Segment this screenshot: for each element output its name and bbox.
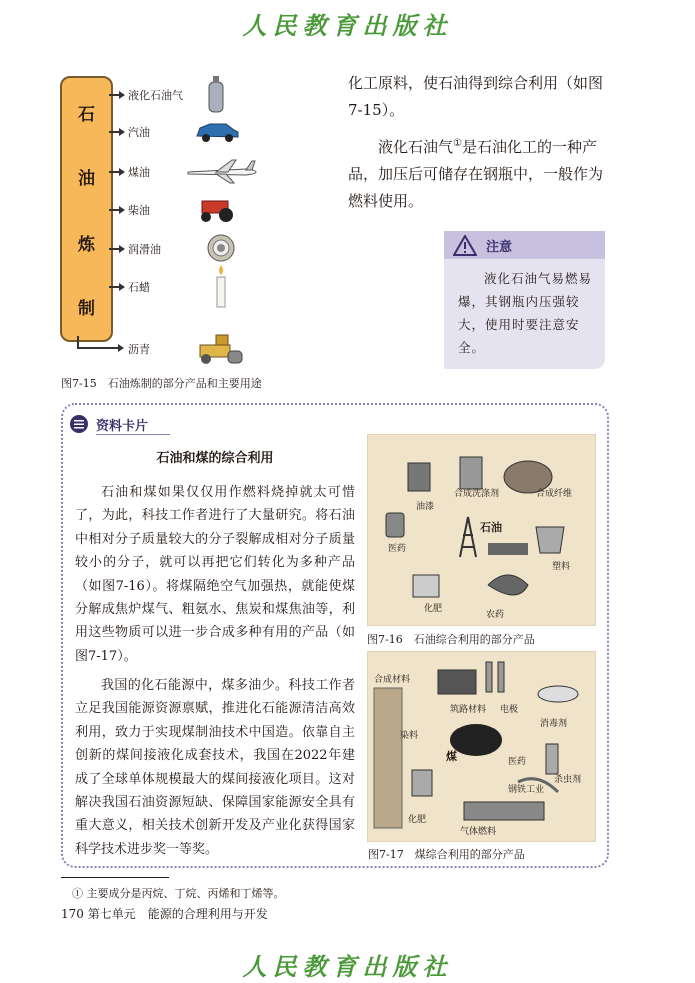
figure-7-15-caption: 图7-15 石油炼制的部分产品和主要用途 bbox=[61, 377, 262, 390]
lpg-term: 液化石油气 bbox=[378, 138, 454, 156]
product-label: 气体燃料 bbox=[460, 827, 497, 837]
product-label: 油漆 bbox=[416, 502, 435, 512]
product-label: 润滑油 bbox=[128, 243, 161, 256]
data-card-header bbox=[69, 414, 148, 434]
airplane-icon bbox=[186, 151, 258, 191]
product-label: 沥青 bbox=[128, 343, 150, 356]
header-rule bbox=[96, 434, 170, 435]
product-label: 合成纤维 bbox=[536, 489, 573, 499]
product-label: 染料 bbox=[400, 731, 419, 741]
figure-7-16-image bbox=[367, 434, 596, 626]
notice-text: 液化石油气易燃易爆，其钢瓶内压强较大，使用时要注意安全。 bbox=[458, 271, 593, 355]
branch-arrow bbox=[119, 245, 125, 253]
product-label: 合成洗涤剂 bbox=[454, 489, 500, 499]
car-icon bbox=[194, 111, 240, 151]
branch-arrow bbox=[119, 128, 125, 136]
publisher-logo: 人民教育出版社 bbox=[242, 952, 453, 981]
book-icon bbox=[69, 414, 93, 434]
product-label: 液化石油气 bbox=[128, 89, 183, 102]
refining-pillar bbox=[60, 76, 113, 342]
product-label: 汽油 bbox=[128, 126, 150, 139]
branch-line bbox=[109, 248, 119, 250]
product-label: 石油 bbox=[480, 521, 502, 534]
footnote: ① 主要成分是丙烷、丁烷、丙烯和丁烯等。 bbox=[72, 887, 285, 900]
product-label: 医药 bbox=[508, 757, 527, 767]
product-label: 化肥 bbox=[408, 815, 427, 825]
footnote-rule bbox=[61, 877, 169, 878]
product-label: 塑料 bbox=[552, 562, 571, 572]
figure-7-17-caption: 图7-17 煤综合利用的部分产品 bbox=[368, 848, 525, 861]
pillar-char: 制 bbox=[78, 299, 95, 319]
data-card-label: 资料卡片 bbox=[96, 418, 149, 434]
road-roller-icon bbox=[196, 328, 244, 368]
data-card-para-1: 石油和煤如果仅仅用作燃料烧掉就太可惜了，为此，科技工作者进行了大量研究。将石油中相对分子质量较大的分子裂解成相对分子质量较小的分子，就可以再把它们转化为多种产品（如图7-16）。将煤隔绝空气加强热，就能使煤分解成焦炉煤气、粗氨水、焦炭和煤焦油等，利用这些物质可以进一步合成多种有用的产品（如图7-17）。 bbox=[75, 485, 355, 664]
product-label: 消毒剂 bbox=[540, 719, 568, 729]
product-label: 电极 bbox=[500, 705, 519, 715]
product-label: 农药 bbox=[486, 610, 505, 620]
warning-icon bbox=[453, 235, 477, 256]
pillar-char: 石 bbox=[78, 105, 95, 125]
product-label: 合成材料 bbox=[374, 675, 411, 685]
product-label: 煤 bbox=[446, 750, 457, 763]
branch-line bbox=[109, 171, 119, 173]
product-label: 化肥 bbox=[424, 604, 443, 614]
pillar-char: 炼 bbox=[78, 235, 95, 255]
right-column-text bbox=[348, 70, 606, 215]
figure-7-16-caption: 图7-16 石油综合利用的部分产品 bbox=[367, 633, 535, 646]
product-label: 石蜡 bbox=[128, 281, 150, 294]
branch-arrow bbox=[119, 206, 125, 214]
product-label: 医药 bbox=[388, 544, 407, 554]
candle-icon bbox=[213, 266, 229, 306]
tractor-icon bbox=[196, 189, 240, 229]
product-label: 钢铁工业 bbox=[508, 785, 545, 795]
footnote-mark: ① bbox=[453, 138, 462, 149]
branch-line bbox=[109, 286, 119, 288]
paragraph: 化工原料，使石油得到综合利用（如图7-15）。 bbox=[348, 74, 604, 119]
branch-line bbox=[109, 131, 119, 133]
branch-arrow bbox=[119, 283, 125, 291]
publisher-logo: 人民教育出版社 bbox=[242, 11, 453, 40]
branch-line bbox=[109, 209, 119, 211]
notice-title: 注意 bbox=[486, 240, 513, 255]
figure-7-17-image bbox=[367, 651, 596, 842]
bearing-icon bbox=[206, 228, 236, 268]
data-card-title: 石油和煤的综合利用 bbox=[156, 451, 274, 466]
product-label: 煤油 bbox=[128, 166, 150, 179]
lpg-rest: 是石油化工的一种产品，加压后可储存在钢瓶中，一般作为燃料使用。 bbox=[348, 138, 604, 210]
product-label: 杀虫剂 bbox=[554, 775, 582, 785]
notice-box bbox=[444, 231, 605, 369]
branch-arrow bbox=[119, 168, 125, 176]
product-label: 柴油 bbox=[128, 204, 150, 217]
page-footer: 170 第七单元 能源的合理利用与开发 bbox=[61, 907, 268, 921]
pillar-char: 油 bbox=[78, 169, 95, 189]
gas-cylinder-icon bbox=[206, 74, 226, 114]
branch-line bbox=[109, 94, 119, 96]
asphalt-connector bbox=[70, 336, 130, 356]
paragraph bbox=[348, 130, 606, 215]
data-card-para-2: 我国的化石能源中，煤多油少。科技工作者立足我国能源资源禀赋，推进化石能源清洁高效利用，致力于实现煤制油技术中国造。依靠自主创新的煤间接液化成套技术，我国在2022年建成了全球单体规模最大的煤间接液化项目。这对解决我国石油资源短缺、保障国家能源安全具有重大意义，相关技术创新开发及产业化获得国家科学技术进步奖一等奖。 bbox=[75, 678, 355, 857]
notice-header bbox=[444, 231, 605, 259]
product-label: 筑路材料 bbox=[450, 705, 487, 715]
branch-arrow bbox=[119, 91, 125, 99]
